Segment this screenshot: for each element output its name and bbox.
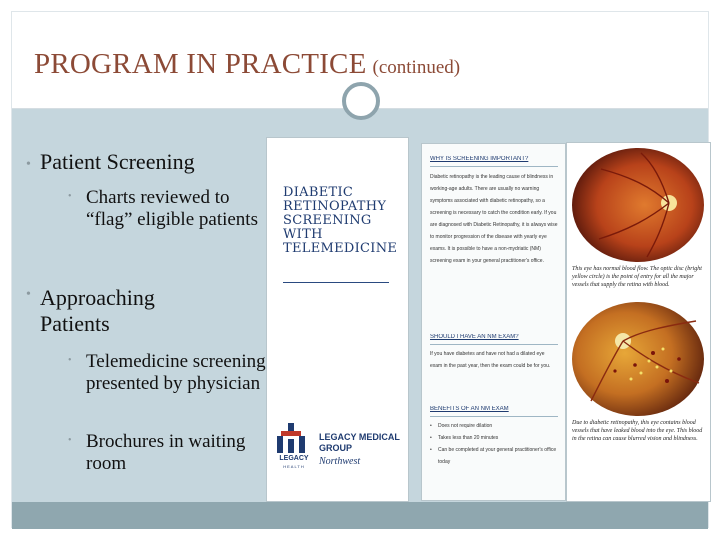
list-item: • Can be completed at your general practitioner's office today	[430, 444, 558, 468]
brochure-cover-panel	[267, 138, 408, 501]
bullet-patient-screening: Patient Screening	[40, 149, 195, 174]
slide-footer-bar	[12, 502, 708, 529]
caption-diseased: Due to diabetic retinopathy, this eye contains blood vessels that have leaked blood into the eye. This blood in the retina can cause blurred vision and blindness.	[572, 420, 703, 442]
legacy-logo-word: LEGACY	[279, 455, 309, 462]
sub-bullet-dot-icon: •	[68, 435, 72, 446]
bullet-approaching-patients: Approaching Patients	[40, 285, 155, 336]
info-heading-benefits: BENEFITS OF AN NM EXAM	[430, 406, 509, 412]
info-rule	[430, 344, 558, 345]
legacy-logo-subword: HEALTH	[283, 464, 305, 469]
sub-bullet-brochures: Brochures in waiting room	[86, 431, 246, 474]
info-body-should: If you have diabetes and have not had a dilated eye exam in the past year, then the exam could be for you.	[430, 351, 551, 369]
info-heading-should: SHOULD I HAVE AN NM EXAM?	[430, 334, 519, 340]
info-rule	[430, 416, 558, 417]
bullet-dot-icon: •	[26, 157, 31, 172]
bullet-dot-icon: •	[26, 287, 31, 302]
normal-retina-image	[571, 147, 706, 263]
benefits-list	[430, 420, 558, 468]
brochure-info-panel	[422, 144, 565, 500]
sub-bullet-dot-icon: •	[68, 191, 72, 202]
sub-bullet-telemedicine: Telemedicine screening presented by physician	[86, 351, 266, 394]
list-item: • Takes less than 20 minutes	[430, 432, 558, 444]
info-rule	[430, 166, 558, 167]
legacy-region-text: Northwest	[319, 456, 361, 467]
info-body-why: Diabetic retinopathy is the leading cause of blindness in working-age adults. There are usually no warning symptoms associated with diabetic retinopathy, so a screening is necessary to catch the condition early. If you are diagnosed with Diabetic Retinopathy, it is always wise to monitor progression of the disease with yearly eye exams. It is possible to have a non-mydriatic (NM) screening exam in your general practitioner's office.	[430, 174, 558, 264]
sub-bullet-charts: Charts reviewed to “flag” eligible patients	[86, 187, 258, 230]
title-ornament-icon	[342, 82, 380, 120]
list-item: • Does not require dilation	[430, 420, 558, 432]
slide-title-main: PROGRAM IN PRACTICE	[34, 48, 367, 80]
info-heading-why: WHY IS SCREENING IMPORTANT?	[430, 156, 529, 162]
caption-normal: This eye has normal blood flow. The optic disc (bright yellow circle) is the point of entry for all the major vessels that supply the retina with blood.	[572, 266, 702, 288]
brochure-cover-rule	[283, 282, 389, 283]
slide	[11, 11, 709, 528]
diseased-retina-image	[571, 301, 706, 417]
sub-bullet-dot-icon: •	[68, 355, 72, 366]
legacy-logo-icon	[277, 423, 305, 453]
slide-body	[12, 109, 708, 502]
brochure-images-panel	[567, 143, 710, 501]
brochure-cover-title: DIABETIC RETINOPATHY SCREENING WITH TELEMEDICINE	[283, 185, 398, 256]
slide-title	[34, 48, 460, 81]
legacy-medical-group-text: LEGACY MEDICAL GROUP	[319, 432, 400, 453]
slide-title-suffix: (continued)	[372, 57, 461, 78]
